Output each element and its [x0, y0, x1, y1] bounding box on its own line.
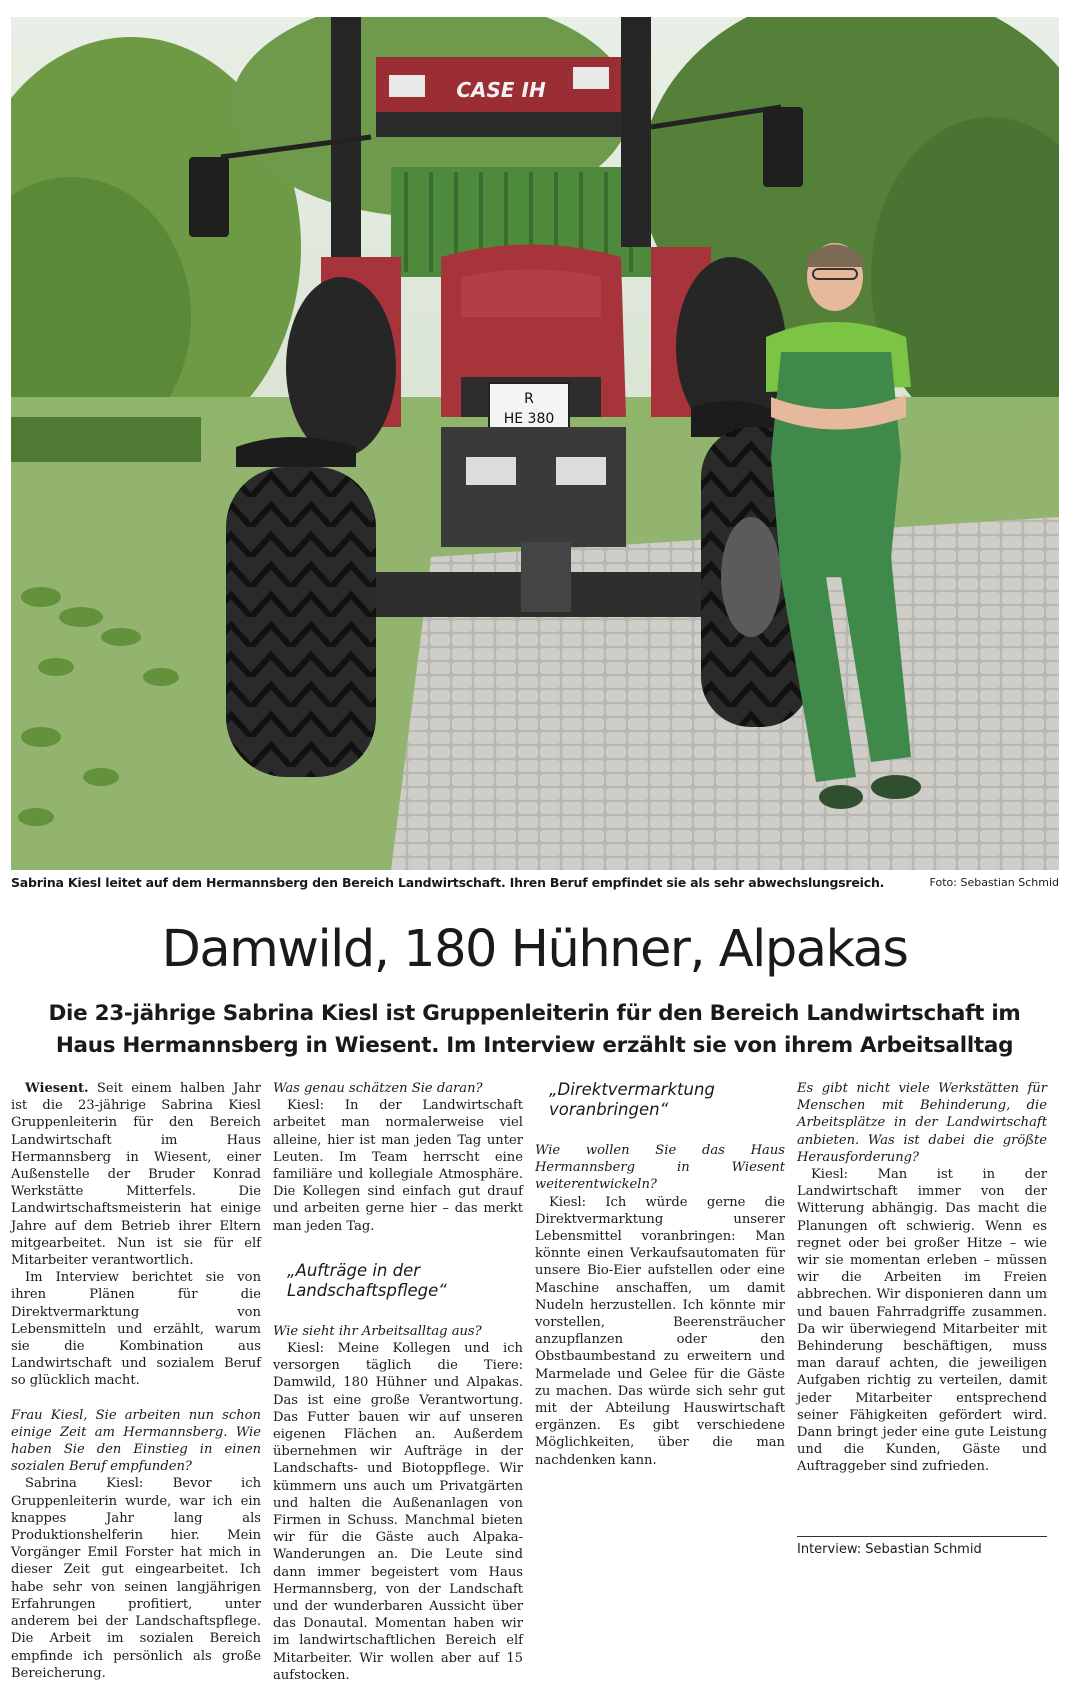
question-5: Es gibt nicht viele Werkstätten für Menschen mit Behinderung, die Arbeitsplätze in der Landwirtschaft anbieten. Was ist dabei die größte Herausforderung?	[797, 1081, 1047, 1165]
article-column-4	[797, 1080, 1047, 1558]
tractor-photo-illustration	[11, 17, 1059, 870]
article-column-2-body	[273, 1080, 523, 1684]
crosshead-2: „Direktvermarktung voranbringen“	[549, 1080, 715, 1119]
answer-3: Kiesl: Meine Kollegen und ich versorgen täglich die Tiere: Damwild, 180 Hühner und Alpakas. Das ist eine große Verantwortung. Das Futter bauen wir auf unseren eigenen Flächen an. Außerdem übernehmen wir Aufträge in der Landschafts- und Biotoppflege. Wir kümmern uns auch um Privatgärten und halten die Außenanlagen von Firmen in Schuss. Manchmal bieten wir für die Gäste auch Alpaka-Wanderungen an. Die Leute sind dann immer begeistert vom Haus Hermannsberg, von der Landschaft und der wunderbaren Aussicht über das Donautal. Momentan haben wir im landwirtschaftlichen Bereich elf Mitarbeiter. Wir wollen aber auf 15 aufstocken.	[273, 1341, 523, 1683]
answer-5: Kiesl: Man ist in der Landwirtschaft immer von der Witterung abhängig. Das macht die Planungen oft schwierig. Wenn es regnet oder bei großer Hitze – wie wir sie momentan erleben – müssen wir die Arbeiten im Freien abbrechen. Wir disponieren dann um und bauen Fahrradgriffe zusammen. Da wir überwiegend Mitarbeiter mit Behinderung beschäftigen, muss man darauf achten, die jeweiligen Aufgaben richtig zu verteilen, damit jeder Mitarbeiter entsprechend seiner Fähigkeiten gefördert wird. Dann bringt jeder eine gute Leistung und die Kunden, Gäste und Auftraggeber sind zufrieden.	[797, 1167, 1047, 1475]
dateline: Wiesent.	[25, 1081, 89, 1096]
answer-1: Sabrina Kiesl: Bevor ich Gruppenleiterin wurde, war ich ein knappes Jahr lang als Produktionshelferin hier. Mein Vorgänger Emil Forster hat mich in dieser Zeit gut eingearbeitet. Ich habe sehr von seinen langjährigen Erfahrungen profitiert, unter anderem bei der Landschaftspflege. Die Arbeit im sozialen Bereich empfinde ich persönlich als große Bereicherung.	[11, 1476, 261, 1681]
subheadline: Die 23-jährige Sabrina Kiesl ist Gruppenleiterin für den Bereich Landwirtschaft im Haus Hermannsberg in Wiesent. Im Interview erzählt sie von ihrem Arbeitsalltag	[48, 1001, 1021, 1058]
photo-caption: Sabrina Kiesl leitet auf dem Hermannsberg den Bereich Landwirtschaft. Ihren Beruf empfindet sie als sehr abwechslungsreich.	[11, 875, 885, 890]
article-column-3	[535, 1080, 785, 1469]
byline: Interview: Sebastian Schmid	[797, 1536, 1047, 1558]
tractor-brand-label: CASE IH	[456, 78, 546, 102]
article-column-1	[11, 1080, 261, 1682]
article-photo	[11, 17, 1059, 870]
photo-caption-row	[11, 875, 1059, 893]
intro-text: Seit einem halben Jahr ist die 23-jährige Sabrina Kiesl Gruppenleiterin für den Bereich Landwirtschaft im Haus Hermannsberg in Wiesent, einer Außenstelle der Bruder Konrad Werkstätte Mitterfels. Die Landwirtschaftsmeisterin hat einige Jahre auf dem Betrieb ihrer Eltern mitgearbeitet. Nun ist sie für elf Mitarbeiter verantwortlich.	[11, 1081, 261, 1269]
question-1: Frau Kiesl, Sie arbeiten nun schon einige Zeit am Hermannsberg. Wie haben Sie den Einstieg in einen sozialen Beruf empfunden?	[11, 1407, 261, 1475]
headline: Damwild, 180 Hühner, Alpakas	[161, 920, 908, 979]
question-2: Was genau schätzen Sie daran?	[273, 1081, 483, 1096]
intro-paragraph-2: Im Interview berichtet sie von ihren Plänen für die Direktvermarktung von Lebensmitteln und erzählt, warum sie die Kombination aus Landwirtschaft und sozialem Beruf so glücklich macht.	[11, 1270, 261, 1389]
crosshead-1: „Aufträge in der Landschaftspflege“	[287, 1260, 447, 1300]
question-4: Wie wollen Sie das Haus Hermannsberg in Wiesent weiterentwickeln?	[535, 1143, 785, 1193]
photo-credit: Foto: Sebastian Schmid	[929, 876, 1059, 889]
plate-line2: HE 380	[503, 411, 555, 427]
answer-2: Kiesl: In der Landwirtschaft arbeitet man normalerweise viel alleine, hier ist man jeden Tag unter Leuten. Im Team herrscht eine familiäre und kollegiale Atmosphäre. Die Kollegen sind einfach gut drauf und arbeiten gerne hier – das merkt man jeden Tag.	[273, 1098, 523, 1234]
question-3: Wie sieht ihr Arbeitsalltag aus?	[273, 1323, 482, 1339]
plate-line1: R	[524, 391, 534, 407]
answer-4: Kiesl: Ich würde gerne die Direktvermarktung unserer Lebensmittel voranbringen: Man könnte einen Verkaufsautomaten für unsere Bio-Eier aufstellen oder eine Maschine anschaffen, um damit Nudeln herzustellen. Ich könnte mir vorstellen, Beerensträucher anzupflanzen oder den Obstbaumbestand zu erweitern und Marmelade und Gelee für die Gäste zu machen. Das würde sich sehr gut mit der Abteilung Hauswirtschaft ergänzen. Es gibt verschiedene Möglichkeiten, über die man nachdenken kann.	[535, 1194, 785, 1468]
